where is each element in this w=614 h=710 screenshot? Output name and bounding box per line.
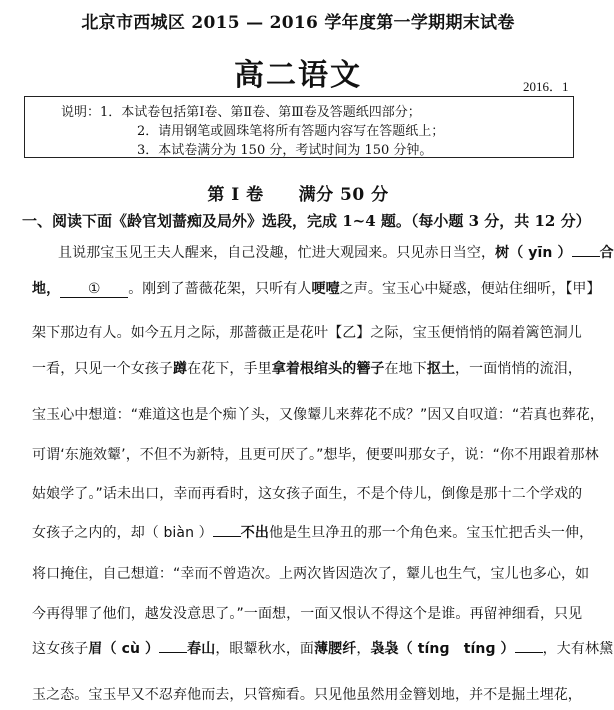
- passage-line-4: 一看，只见一个女孩子蹲在花下，手里拿着根绾头的簪子在地下抠土，一面悄悄的流泪，: [32, 361, 582, 377]
- subject-title: 高二语文: [234, 58, 362, 93]
- exam-title: 北京市西城区 2015 — 2016 学年度第一学期期末试卷: [81, 13, 515, 33]
- passage-line-6: 可谓‘东施效颦’，不但不为新特，且更可厌了。”想毕，便要叫那女子，说：“你不用跟着那林: [32, 447, 599, 463]
- section-heading: 一、阅读下面《龄官划蔷痴及局外》选段，完成 1~4 题。（每小题 3 分，共 12 分）: [22, 212, 591, 230]
- passage-line-9: 将口掩住，自己想道：“幸而不曾造次。上两次皆因造次了，颦儿也生气，宝儿也多心，如: [32, 566, 590, 582]
- instructions-box: [24, 96, 574, 158]
- instruction-line-2: 2．请用钢笔或圆珠笔将所有答题内容写在答题纸上；: [137, 124, 445, 139]
- fill-blank: [572, 242, 600, 257]
- passage-line-3: 架下那边有人。如今五月之际，那蔷薇正是花叶【乙】之际，宝玉便悄悄的隔着篱笆洞儿: [32, 325, 582, 341]
- volume-title: 第 Ⅰ 卷 满分 50 分: [207, 185, 389, 205]
- blank-1: ①: [60, 281, 128, 298]
- passage-line-7: 姑娘学了。”话未出口，幸而再看时，这女孩子面生，不是个侍儿，倒像是那十二个学戏的: [32, 486, 583, 502]
- passage-line-1: 且说那宝玉见王夫人醒来，自己没趣，忙进大观园来。只见赤日当空，树（ yīn ） 合: [58, 242, 614, 262]
- instruction-line-1: 说明：1．本试卷包括第Ⅰ卷、第Ⅱ卷、第Ⅲ卷及答题纸四部分；: [61, 105, 421, 120]
- passage-line-2: 地， ① 。刚到了蔷薇花架，只听有人哽噎之声。宝玉心中疑惑，便站住细听，【甲】: [32, 281, 601, 297]
- passage-line-8: 女孩子之内的，却（ biàn ） 不出他是生旦净丑的那一个角色来。宝玉忙把舌头一伸，: [32, 522, 593, 542]
- exam-date: 2016．1: [523, 79, 569, 94]
- fill-blank: [213, 522, 241, 537]
- passage-line-10: 今再得罪了他们，越发没意思了。”一面想，一面又恨认不得这个是谁。再留神细看，只见: [32, 606, 583, 622]
- fill-blank: [159, 638, 187, 653]
- passage-line-12: 玉之态。宝玉早又不忍弃他而去，只管痴看。只见他虽然用金簪划地，并不是掘土埋花，: [32, 687, 582, 703]
- passage-line-11: 这女孩子眉（ cù ） 春山，眼颦秋水，面薄腰纤，袅袅（ tínɡ tínɡ ） ，大有林黛: [32, 638, 613, 658]
- passage-line-5: 宝玉心中想道：“难道这也是个痴丫头，又像颦儿来葬花不成？”因又自叹道：“若真也葬花，: [32, 407, 604, 423]
- fill-blank: [515, 638, 543, 653]
- instruction-line-3: 3．本试卷满分为 150 分，考试时间为 150 分钟。: [137, 143, 433, 158]
